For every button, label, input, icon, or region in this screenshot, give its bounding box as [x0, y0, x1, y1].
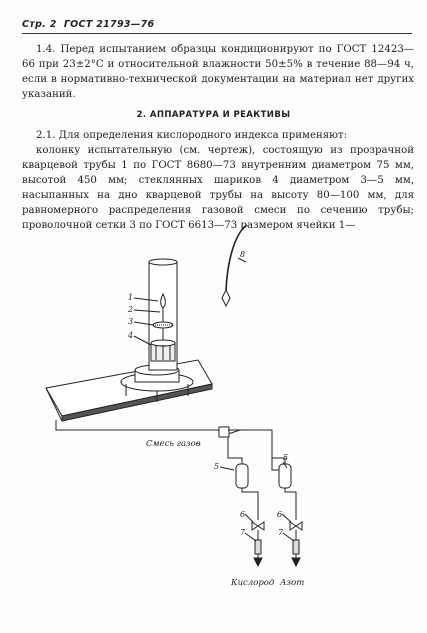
gas-mix-label: Смесь газов — [146, 439, 201, 449]
valve-1 — [252, 522, 264, 530]
label-1: 1 — [128, 293, 134, 302]
nitrogen-label: Азот — [280, 578, 305, 588]
page-number: Стр. 2 — [22, 19, 57, 30]
label-6a: 6 — [240, 510, 246, 519]
section-title: 2. АППАРАТУРА И РЕАКТИВЫ — [136, 110, 291, 120]
label-5b: 5 — [283, 453, 289, 462]
label-2: 2 — [128, 305, 134, 314]
label-5a: 5 — [214, 462, 220, 471]
paragraph-1-4: 1.4. Перед испытанием образцы кондиционируют по ГОСТ 12423—66 при 23±2°С и относительной влажности 50±5% в течение 88—94 ч, если в нормативно-технической документации на материал нет других указаний. — [22, 44, 414, 100]
label-4: 4 — [128, 331, 134, 340]
valve-2 — [290, 522, 302, 530]
rotameter-2 — [279, 464, 291, 488]
oxygen-label: Кислород — [231, 578, 275, 588]
label-7b: 7 — [278, 528, 284, 537]
label-3: 3 — [128, 317, 134, 326]
standard-code: ГОСТ 21793—76 — [63, 19, 155, 30]
paragraph-2-1: 2.1. Для определения кислородного индекса применяют: — [36, 130, 348, 141]
label-6b: 6 — [277, 510, 283, 519]
label-8: 8 — [240, 250, 246, 259]
label-7a: 7 — [240, 528, 246, 537]
paragraph-2-1-column: колонку испытательную (см. чертеж), состоящую из прозрачной кварцевой трубы 1 по ГОСТ 8680—73 внутренним диаметром 75 мм, высотой 450 мм; стеклянных шариков 4 диаметром 3—5 мм, насыпанных на дно кварцевой трубы на высоту 80—100 мм, для равномерного распределения газовой смеси по сечению трубы; проволочной сетки 3 по ГОСТ 6613—73 размером ячейки 1— — [22, 145, 414, 231]
rotameter-1 — [236, 464, 248, 488]
